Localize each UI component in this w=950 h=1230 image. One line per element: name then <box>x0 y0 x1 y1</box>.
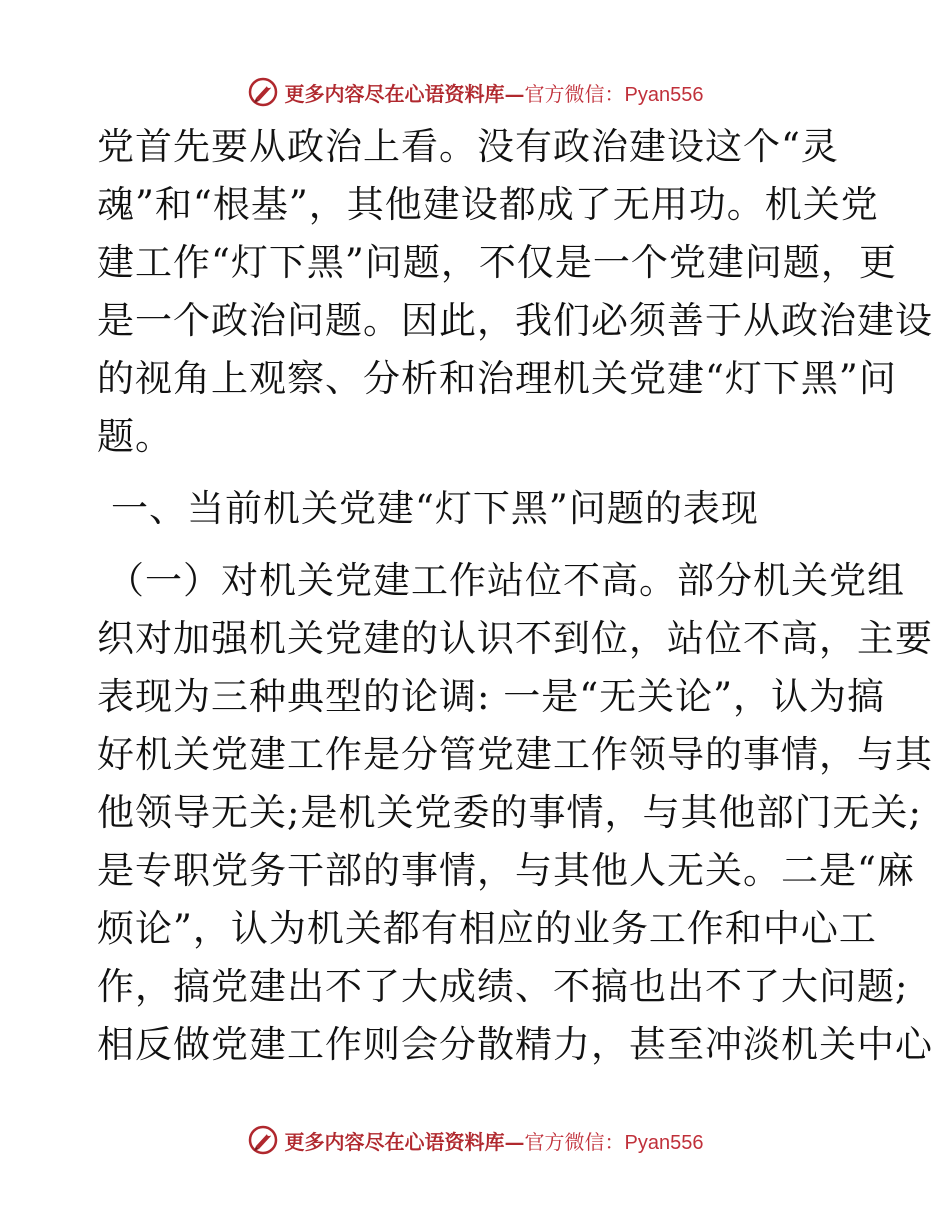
text-line: 党首先要从政治上看。没有政治建设这个“灵 <box>97 125 839 168</box>
pen-logo-icon <box>247 1124 279 1156</box>
text-line: 作，搞党建出不了大成绩、不搞也出不了大问题; <box>97 965 909 1008</box>
watermark-banner-bottom <box>0 1120 950 1160</box>
watermark-text-bottom: 更多内容尽在心语资料库—官方微信：Pyan556 <box>284 1129 704 1154</box>
text-line: 建工作“灯下黑”问题，不仅是一个党建问题，更 <box>97 241 897 284</box>
text-line: 织对加强机关党建的认识不到位，站位不高，主要 <box>97 617 933 660</box>
pen-logo-icon <box>247 76 279 108</box>
text-line: 烦论”，认为机关都有相应的业务工作和中心工 <box>97 907 877 950</box>
text-line: （一）对机关党建工作站位不高。部分机关党组 <box>107 559 905 602</box>
text-line: 是一个政治问题。因此，我们必须善于从政治建设 <box>97 299 933 342</box>
text-line: 相反做党建工作则会分散精力，甚至冲淡机关中心 <box>97 1023 933 1066</box>
text-line: 魂”和“根基”，其他建设都成了无用功。机关党 <box>97 183 879 226</box>
text-line: 题。 <box>97 415 173 458</box>
text-line: 的视角上观察、分析和治理机关党建“灯下黑”问 <box>97 357 897 400</box>
paragraph-2 <box>97 552 933 1074</box>
document-body <box>97 118 933 1074</box>
paragraph-1 <box>97 118 933 466</box>
watermark-text-top: 更多内容尽在心语资料库—官方微信：Pyan556 <box>284 81 704 106</box>
text-line: 表现为三种典型的论调: 一是“无关论”，认为搞 <box>97 675 886 718</box>
text-line: 是专职党务干部的事情，与其他人无关。二是“麻 <box>97 849 915 892</box>
section-heading: 一、当前机关党建“灯下黑”问题的表现 <box>111 487 759 530</box>
text-line: 好机关党建工作是分管党建工作领导的事情，与其 <box>97 733 933 776</box>
watermark-banner-top <box>0 72 950 112</box>
text-line: 他领导无关;是机关党委的事情，与其他部门无关; <box>97 791 922 834</box>
